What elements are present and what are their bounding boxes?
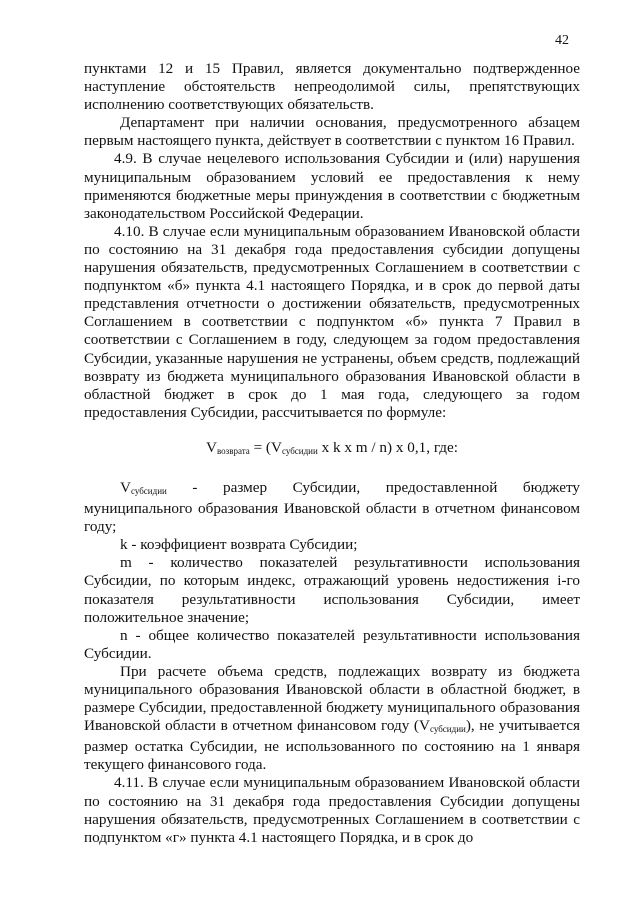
def-v-symbol: V bbox=[120, 478, 131, 496]
paragraph-calculation-note bbox=[84, 663, 580, 775]
formula-sub-return: возврата bbox=[216, 445, 250, 456]
return-formula bbox=[84, 439, 580, 460]
def-v-text: - размер Субсидии, предоставленной бюджету муниципального образования Ивановской области в отчетном финансовом году; bbox=[84, 478, 580, 536]
paragraph-department: Департамент при наличии основания, предусмотренного абзацем первым настоящего пункта, действует в соответствии с пунктом 16 Правил. bbox=[84, 114, 580, 150]
formula-v: V bbox=[206, 438, 217, 456]
page-number: 42 bbox=[555, 33, 569, 48]
paragraph-continuation: пунктами 12 и 15 Правил, является документально подтвержденное наступление обстоятельств непреодолимой силы, препятствующих исполнению соответствующих обязательств. bbox=[84, 60, 580, 114]
definition-n: n - общее количество показателей результативности использования Субсидии. bbox=[84, 626, 580, 662]
calc-note-after: ), не учитывается размер остатка Субсидии, не использованного по состоянию на 1 января текущего финансового года. bbox=[84, 717, 580, 774]
paragraph-4-11: 4.11. В случае если муниципальным образованием Ивановской области по состоянию на 31 декабря года предоставления Субсидии допущены нарушения обязательств, предусмотренных Соглашением в соответствии с подпунктом «г» пункта 4.1 настоящего Порядка, и в срок до bbox=[84, 774, 580, 846]
definition-v-subsidy bbox=[84, 479, 580, 536]
formula-eq-open: = (V bbox=[249, 438, 282, 456]
formula-sub-subsidy: субсидии bbox=[281, 445, 318, 456]
calc-note-before: При расчете объема средств, подлежащих возврату из бюджета муниципального образования Ивановской области в областной бюджет, в размере Субсидии, предоставленной бюджету муниципального образования Ивановской области в отчетном финансовом году (V bbox=[84, 662, 580, 735]
definition-k: k - коэффициент возврата Субсидии; bbox=[120, 536, 358, 554]
paragraph-4-9: 4.9. В случае нецелевого использования Субсидии и (или) нарушения муниципальным образованием условий ее предоставления к нему применяются бюджетные меры принуждения в соответствии с бюджетным законодательством Российской Федерации. bbox=[84, 150, 580, 222]
paragraph-4-10: 4.10. В случае если муниципальным образованием Ивановской области по состоянию на 31 декабря года предоставления субсидии допущены нарушения обязательств, предусмотренных Соглашением в соответствии с подпунктом «б» пункта 4.1 настоящего Порядка, и в срок до первой даты представления отчетности о достижении обязательств, предусмотренных Соглашением в соответствии с подпунктом «б» пункта 7 Правил в соответствии с Соглашением в году, следующем за годом предоставления Субсидии, указанные нарушения не устранены, объем средств, подлежащий возврату из бюджета муниципального образования Ивановской области в областной бюджет в срок до 1 мая года, следующего за годом предоставления Субсидии, рассчитывается по формуле: bbox=[84, 222, 580, 421]
document-body bbox=[84, 60, 580, 847]
definition-m: m - количество показателей результативности использования Субсидии, по которым индекс, отражающий уровень недостижения i-го показателя результативности использования Субсидии, имеет положительное значение; bbox=[84, 554, 580, 626]
formula-rest: x k x m / n) x 0,1, где: bbox=[317, 438, 458, 456]
def-v-sub: субсидии bbox=[130, 485, 167, 496]
calc-note-sub: субсидии bbox=[429, 724, 466, 735]
